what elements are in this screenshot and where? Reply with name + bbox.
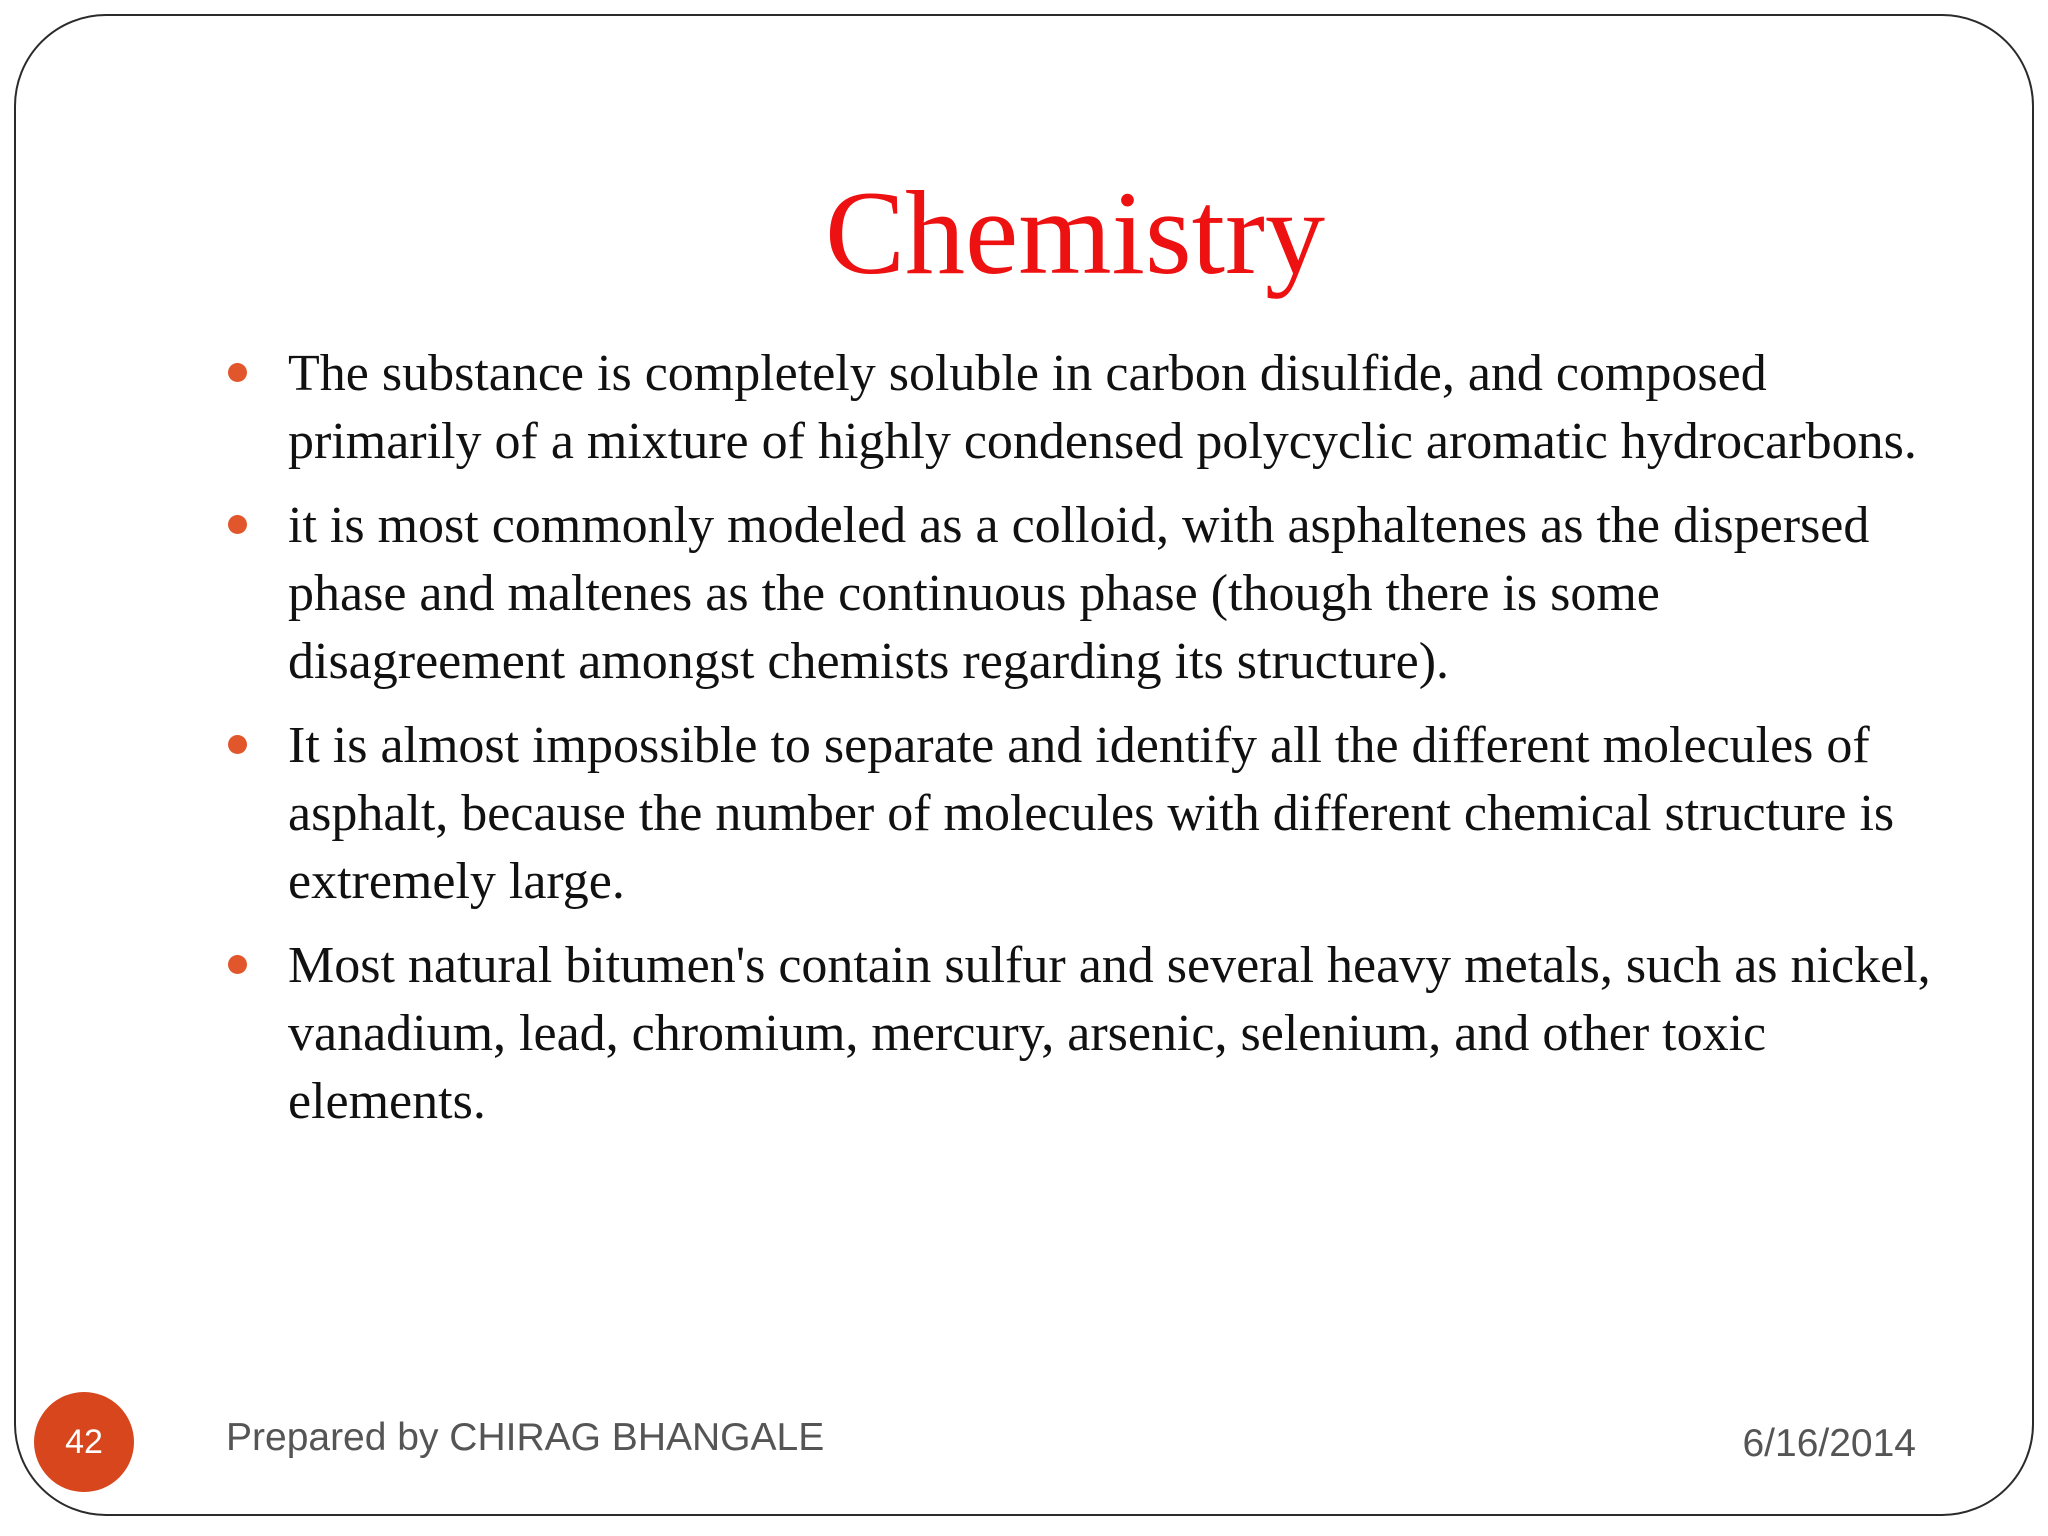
bullet-list	[228, 340, 1948, 1152]
bullet-dot-icon	[228, 955, 247, 974]
bullet-text: It is almost impossible to separate and identify all the different molecules of asphalt, because the number of molecules with different chemical structure is extremely large.	[288, 717, 1895, 910]
bullet-item	[228, 712, 1948, 916]
bullet-item	[228, 932, 1948, 1136]
bullet-text: The substance is completely soluble in carbon disulfide, and composed primarily of a mixture of highly condensed polycyclic aromatic hydrocarbons.	[288, 345, 1917, 470]
footer-author: Prepared by CHIRAG BHANGALE	[226, 1416, 825, 1459]
bullet-text: it is most commonly modeled as a colloid, with asphaltenes as the dispersed phase and maltenes as the continuous phase (though there is some disagreement amongst chemists regarding its structure).	[288, 497, 1870, 690]
bullet-dot-icon	[228, 515, 247, 534]
slide-title: Chemistry	[825, 166, 1325, 299]
bullet-dot-icon	[228, 735, 247, 754]
bullet-dot-icon	[228, 363, 247, 382]
bullet-text: Most natural bitumen's contain sulfur and several heavy metals, such as nickel, vanadium, lead, chromium, mercury, arsenic, selenium, and other toxic elements.	[288, 937, 1931, 1130]
slide-number-badge: 42	[34, 1392, 134, 1492]
footer-date: 6/16/2014	[1742, 1422, 1916, 1465]
bullet-item	[228, 492, 1948, 696]
bullet-item	[228, 340, 1948, 476]
